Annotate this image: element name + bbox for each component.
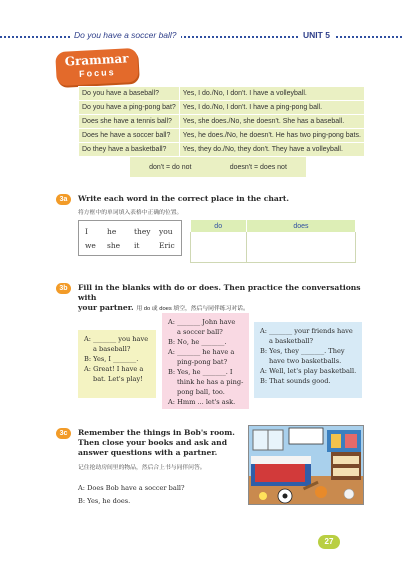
dialogue-line: ping-pong bat? [177,358,228,366]
exercise-3c-instruction-line: answer questions with a partner. [78,448,218,457]
word-item: Eric [159,241,175,250]
exercise-3a-instruction: Write each word in the correct place in the chart. [78,194,289,203]
grammar-answer: Yes, she does./No, she doesn't. She has a baseball. [179,115,364,129]
grammar-answer: Yes, I do./No, I don't. I have a volleyball. [179,87,364,101]
grammar-row [79,143,365,157]
dialogue-line: A: _______ he have a [168,348,235,356]
header-unit: UNIT 5 [299,30,334,40]
example-dialogue-line: A: Does Bob have a soccer ball? [78,484,185,492]
grammar-focus-badge [55,48,139,86]
exercise-3b-instruction-cn: 用 do 或 does 填空，然后与同伴练习对话。 [136,306,249,312]
exercise-3c-instruction-cn: 记住抢劫房间里的物品，然后合上书与同伴问答。 [78,465,206,471]
exercise-3c-instruction-line: Then close your books and ask and [78,438,228,447]
header-dotted-rule [0,36,402,38]
exercise-3a-badge: 3a [56,194,71,205]
header-title: Do you have a soccer ball? [70,30,181,40]
grammar-focus-subtitle: Focus [78,67,116,79]
grammar-question: Does she have a tennis ball? [79,115,180,129]
word-item: we [85,241,96,250]
room-drawing [249,426,364,505]
chart-cell-do[interactable] [191,232,247,262]
word-item: I [85,227,88,236]
dialogue-line: bat. Let's play! [93,375,143,383]
exercise-3b-badge: 3b [56,283,71,294]
exercise-3c-instruction-line: Remember the things in Bob's room. [78,428,235,437]
dialogue-line: a soccer ball? [177,328,223,336]
contraction-doesnt: doesn't = does not [229,163,287,171]
grammar-table [78,86,365,157]
dialogue-line: B: No, he _______. [168,338,227,346]
grammar-row [79,101,365,115]
contraction-dont: don't = do not [149,163,192,171]
exercise-3c-instruction [78,428,235,458]
exercise-3a-instruction-cn: 将方框中的单词填入表格中正确的位置。 [78,210,183,216]
dialogue-line: B: Yes, they _______. They [260,347,345,355]
dialogue-bubble-2 [162,313,249,409]
word-item: he [107,227,117,236]
word-item: it [134,241,140,250]
grammar-question: Do they have a basketball? [79,143,180,157]
bobs-room-illustration [248,425,364,505]
exercise-3c-badge: 3c [56,428,71,439]
word-item: she [107,241,121,250]
exercise-3b-instruction-line2: your partner. [78,303,134,312]
word-item: you [159,227,173,236]
example-dialogue-line: B: Yes, he does. [78,497,131,505]
page-number: 27 [318,535,340,549]
exercise-3b-instruction-line1: Fill in the blanks with do or does. Then practice the conversations with [78,283,361,302]
grammar-question: Do you have a ping-pong bat? [79,101,180,115]
chart-header-does: does [246,220,355,232]
grammar-question: Does he have a soccer ball? [79,129,180,143]
dialogue-bubble-3 [254,322,362,398]
dialogue-line: A: _______ your friends have [260,327,353,335]
contractions-note [130,157,306,177]
chart-cell-does[interactable] [246,232,355,262]
dialogue-line: a baseball? [93,345,131,353]
dialogue-line: have two basketballs. [269,357,342,365]
grammar-answer: Yes, I do./No, I don't. I have a ping-pong ball. [179,101,364,115]
grammar-answer: Yes, they do./No, they don't. They have a volleyball. [179,143,364,157]
do-does-chart [190,220,356,263]
dialogue-line: think he has a ping- [177,378,244,386]
dialogue-line: A: Well, let's play basketball. [260,367,357,375]
word-box [78,220,182,256]
dialogue-bubble-1 [78,330,156,398]
exercise-3b-instruction [78,283,368,314]
dialogue-line: B: Yes, I _______. [84,355,139,363]
grammar-row [79,129,365,143]
dialogue-line: A: _______ John have [168,318,236,326]
grammar-row [79,87,365,101]
dialogue-line: A: Hmm ... let's ask. [168,398,236,406]
grammar-row [79,115,365,129]
grammar-answer: Yes, he does./No, he doesn't. He has two ping-pong bats. [179,129,364,143]
grammar-focus-title: Grammar [64,51,129,69]
chart-header-do: do [191,220,247,232]
dialogue-line: pong ball, too. [177,388,225,396]
dialogue-line: B: That sounds good. [260,377,331,385]
dialogue-line: a basketball? [269,337,314,345]
dialogue-line: A: _______ you have [84,335,149,343]
grammar-question: Do you have a baseball? [79,87,180,101]
dialogue-line: B: Yes, he _______. I [168,368,233,376]
dialogue-line: A: Great! I have a [84,365,144,373]
word-item: they [134,227,151,236]
